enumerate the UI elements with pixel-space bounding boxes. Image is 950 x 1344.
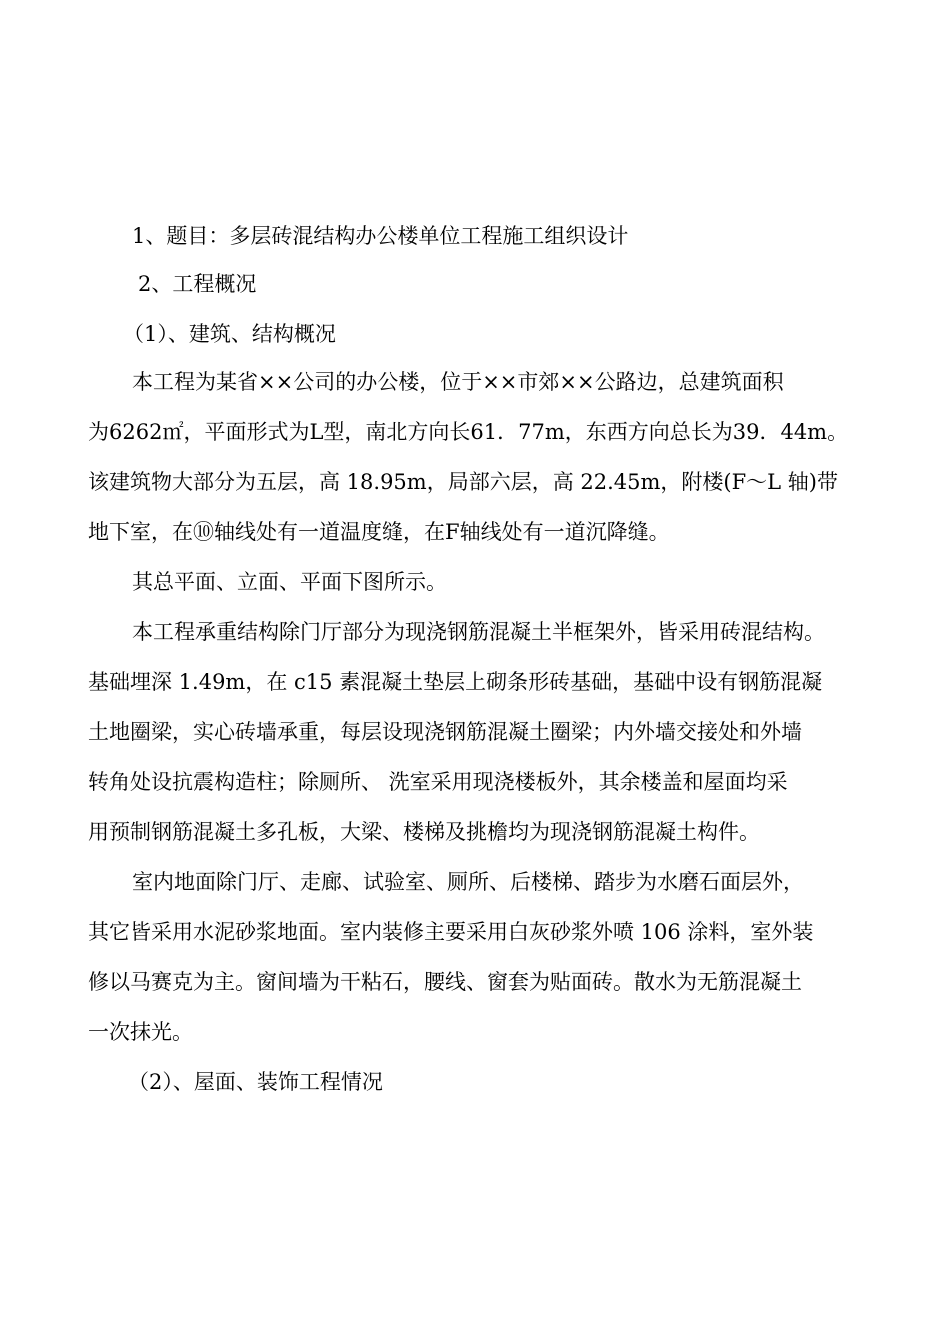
project-overview-heading: 2、工程概况 [138,272,257,296]
paragraph-line: 该建筑物大部分为五层，高 18.95m，局部六层，高 22.45m，附楼(F～L 轴)带 [88,470,838,494]
paragraph-line: 室内地面除门厅、走廊、试验室、厕所、后楼梯、踏步为水磨石面层外， [132,870,804,894]
section-title-heading: 1、题目：多层砖混结构办公楼单位工程施工组织设计 [132,224,629,248]
paragraph-line: 一次抹光。 [88,1020,193,1044]
paragraph-line: 其它皆采用水泥砂浆地面。室内装修主要采用白灰砂浆外喷 106 涂料，室外装 [88,920,814,944]
paragraph-line: 本工程为某省××公司的办公楼，位于××市郊××公路边，总建筑面积 [132,370,784,394]
paragraph-line: 基础埋深 1.49m，在 c15 素混凝土垫层上砌条形砖基础，基础中设有钢筋混凝 [88,670,823,694]
paragraph-line: 其总平面、立面、平面下图所示。 [132,570,447,594]
paragraph-line: 为6262㎡，平面形式为L型，南北方向长61．77m，东西方向总长为39．44m。 [88,420,849,444]
paragraph-line: 土地圈梁，实心砖墙承重，每层设现浇钢筋混凝土圈梁；内外墙交接处和外墙 [88,720,802,744]
paragraph-line: 修以马赛克为主。窗间墙为干粘石，腰线、窗套为贴面砖。散水为无筋混凝土 [88,970,802,994]
paragraph-line: 用预制钢筋混凝土多孔板，大梁、楼梯及挑檐均为现浇钢筋混凝土构件。 [88,820,760,844]
paragraph-line: 转角处设抗震构造柱；除厕所、 洗室采用现浇楼板外，其余楼盖和屋面均采 [88,770,788,794]
architecture-structure-heading: （1）、建筑、结构概况 [123,322,336,346]
paragraph-line: 地下室，在⑩轴线处有一道温度缝，在F轴线处有一道沉降缝。 [88,520,670,544]
roof-decoration-heading: （2）、屋面、装饰工程情况 [128,1070,383,1094]
paragraph-line: 本工程承重结构除门厅部分为现浇钢筋混凝土半框架外，皆采用砖混结构。 [132,620,825,644]
